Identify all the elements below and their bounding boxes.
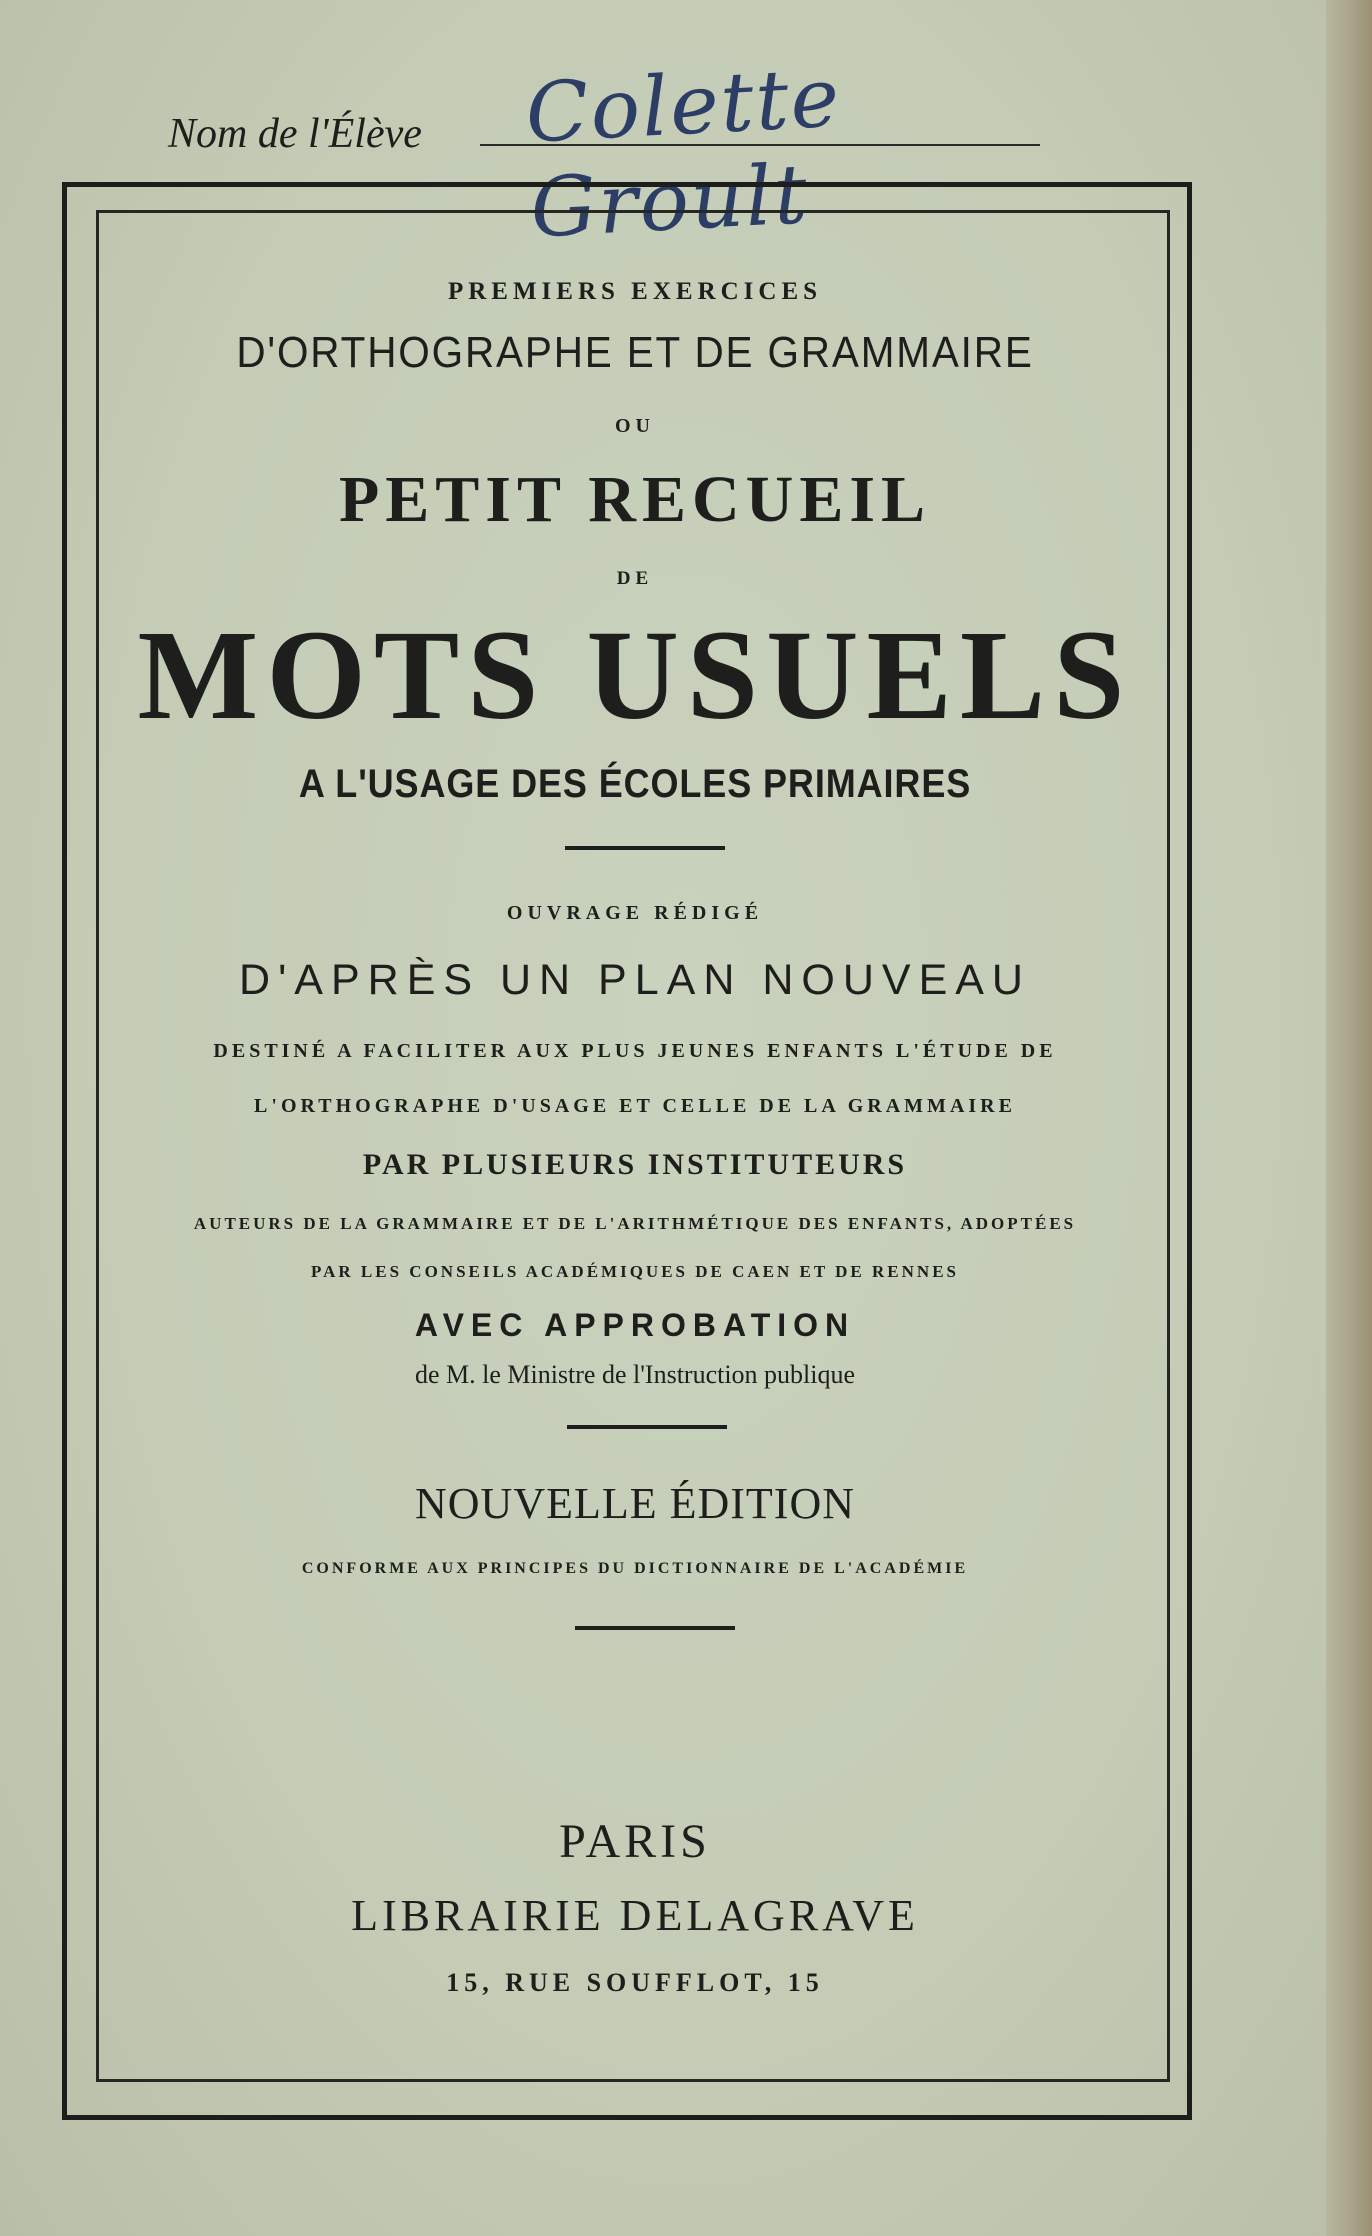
student-name-row [168, 50, 1088, 257]
publisher-address: 15, RUE SOUFFLOT, 15 [446, 1968, 824, 1997]
main-title: MOTS USUELS [137, 604, 1133, 746]
student-name-label: Nom de l'Élève [168, 111, 422, 157]
title-page-content [110, 210, 1160, 2082]
student-signature: Colette Groult [523, 50, 844, 257]
nouvelle-edition: NOUVELLE ÉDITION [415, 1479, 855, 1528]
conforme-line: CONFORME AUX PRINCIPES DU DICTIONNAIRE DE L'ACADÉMIE [301, 1560, 969, 1577]
rule-1 [565, 846, 725, 850]
avec-approbation: AVEC APPROBATION [414, 1307, 856, 1343]
rule-3 [575, 1626, 735, 1630]
title-de: DE [616, 568, 654, 589]
orthographe-line: L'ORTHOGRAPHE D'USAGE ET CELLE DE LA GRAMMAIRE [254, 1095, 1016, 1117]
title-petit-recueil: PETIT RECUEIL [338, 463, 932, 536]
title-ou: OU [615, 415, 655, 437]
ouvrage-redige: OUVRAGE RÉDIGÉ [506, 902, 764, 924]
par-instituteurs: PAR PLUSIEURS INSTITUTEURS [362, 1148, 908, 1181]
publisher-name: LIBRAIRIE DELAGRAVE [351, 1891, 919, 1940]
conseils-line: PAR LES CONSEILS ACADÉMIQUES DE CAEN ET DE RENNES [311, 1262, 959, 1281]
destine-line: DESTINÉ A FACILITER AUX PLUS JEUNES ENFANTS L'ÉTUDE DE [213, 1040, 1057, 1062]
plan-nouveau: D'APRÈS UN PLAN NOUVEAU [239, 956, 1031, 1004]
ministre-line: de M. le Ministre de l'Instruction publique [414, 1360, 856, 1389]
auteurs-line: AUTEURS DE LA GRAMMAIRE ET DE L'ARITHMÉTIQUE DES ENFANTS, ADOPTÉES [193, 1214, 1077, 1233]
title-usage: A L'USAGE DES ÉCOLES PRIMAIRES [298, 762, 972, 806]
title-sub: D'ORTHOGRAPHE ET DE GRAMMAIRE [236, 328, 1034, 377]
title-pre: PREMIERS EXERCICES [447, 278, 823, 305]
cover-edge [1326, 0, 1372, 2236]
rule-2 [567, 1425, 727, 1429]
publisher-city: PARIS [559, 1815, 711, 1868]
